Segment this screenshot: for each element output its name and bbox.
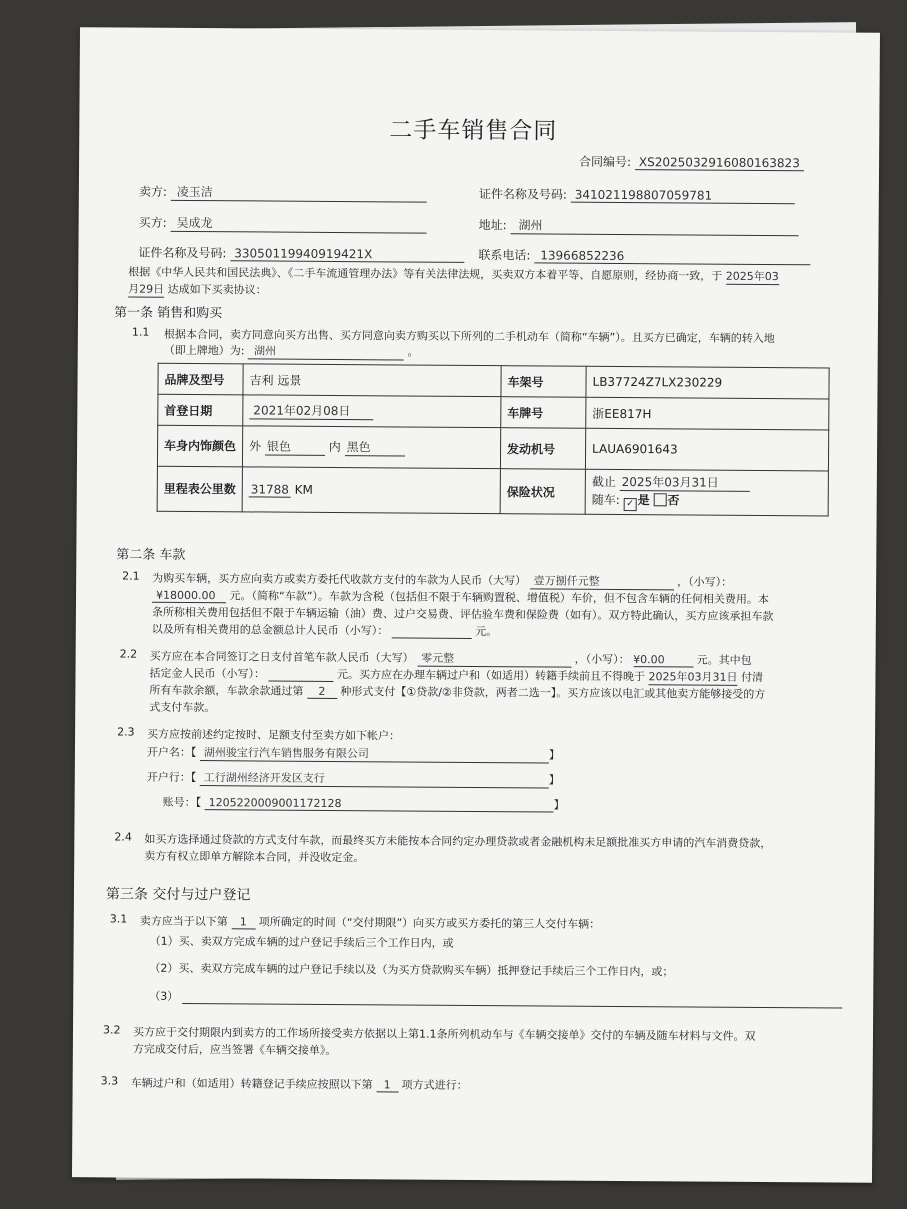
brand-value: 吉利 远景 (243, 364, 501, 397)
phone-row: 联系电话: 13966852236 (478, 246, 810, 265)
intro-date-part1: 2025年03 (725, 269, 779, 284)
phone-value: 13966852236 (534, 248, 810, 265)
mileage-label: 里程表公里数 (157, 466, 242, 512)
clause-2-1-line2: ¥18000.00 元。（简称“车款”）。车款为含税（包括但不限于车辆购置税、增值税）车价，但不包含车辆的任何相关费用。本 (152, 587, 769, 607)
contract-page (72, 27, 880, 1183)
clause-3-3-num: 3.3 (100, 1074, 119, 1088)
bank-row: 开户行：【 工行湖州经济开发区支行 】 (146, 770, 560, 787)
seller-id-row: 证件名称及号码: 341021198807059781 (479, 185, 795, 204)
delivery-option-2: （2）买、卖双方完成车辆的过户登记手续以及（为买方贷款购买车辆）抵押登记手续后三个工作日内，或； (149, 961, 674, 979)
vin-label: 车架号 (501, 366, 586, 398)
address-row: 地址: 湖州 (479, 216, 799, 236)
follow-no-checkbox[interactable] (653, 493, 666, 506)
clause-1-1-text: 根据本合同，卖方同意向买方出售、买方同意向卖方购买以下所列的二手机动车（简称“车辆”）。且买方已确定，车辆的转入地 (163, 327, 775, 346)
clause-2-3-num: 2.3 (117, 725, 135, 739)
clause-1-1-line2: （即上牌地）为: 湖州 。 (163, 343, 419, 359)
vehicle-info-table (157, 363, 830, 517)
clause-2-2-line1: 买方应在本合同签订之日支付首笔车款人民币（大写） 零元整 ，（小写）： ¥0.00 元。其中包 (149, 649, 752, 667)
article-3-heading: 第三条 交付与过户登记 (105, 886, 251, 904)
clause-2-4-line1: 如买方选择通过贷款的方式支付车款，而最终买方未能按本合同约定办理贷款或者金融机构未足额批准买方申请的汽车消费贷款， (144, 832, 772, 851)
buyer-id-number: 33050119940919421X (230, 246, 464, 263)
article-2-heading: 第二条 车款 (116, 547, 186, 563)
intro-date-part2: 月29日 (128, 282, 165, 296)
buyer-id-row: 证件名称及号码: 33050119940919421X (138, 244, 464, 263)
address-value: 湖州 (510, 216, 798, 236)
delivery-option-3: （3） (149, 988, 842, 1009)
account-number: 1205220009001172128 (205, 796, 554, 812)
clause-2-1-line3: 条所称相关费用包括但不限于车辆运输（油）费、过户交易费、评估验车费和保险费（如有）。双方特此确认，买方应该承担车款 (151, 605, 774, 624)
clause-1-1-num: 1.1 (131, 325, 150, 339)
delivery-option: 1 (231, 915, 255, 929)
clause-2-4-line2: 卖方有权立即单方解除本合同，并没收定金。 (144, 849, 365, 865)
price-amount: ¥18000.00 (152, 589, 226, 604)
payoff-date: 2025年03月31日 (648, 670, 738, 684)
clause-2-2-line3: 所有车款余额，车款余款通过第 2 种形式支付【①贷款/②非贷款，两者二选一】。买方应该以电汇或其他卖方能够接受的方 (149, 683, 766, 702)
clause-2-1-line1: 为购买车辆，买方应向卖方或卖方委托代收款方支付的车款为人民币（大写） 壹万捌仟元整 ，（小写）： (152, 571, 733, 589)
registration-place: 湖州 (248, 342, 404, 360)
clause-3-3-text: 车辆过户和（如适用）转籍登记手续应按照以下第 1 项方式进行： (130, 1076, 468, 1092)
intro-line-1: 根据《中华人民共和国民法典》、《二手车流通管理办法》等有关法律法规，买卖双方本着平等、自愿原则，经协商一致，于 2025年03 (128, 265, 779, 284)
deposit-blank (268, 668, 333, 682)
downpayment-amount: ¥0.00 (633, 653, 693, 667)
account-name-row: 开户名：【 湖州骏宝行汽车销售服务有限公司 】 (146, 745, 560, 762)
clause-3-1-text: 卖方应当于以下第 1 项所确定的时间（“交付期限”）向买方或买方委托的第三人交付车辆： (139, 914, 601, 931)
document-title: 二手车销售合同 (389, 117, 558, 145)
clause-2-2-line4: 式支付车款。 (149, 700, 216, 715)
contract-number: 合同编号: XS2025032916080163823 (579, 153, 804, 172)
vin-value: LB37724Z7LX230229 (586, 366, 829, 399)
clause-2-2-num: 2.2 (119, 647, 138, 661)
insurance-label: 保险状况 (500, 469, 585, 515)
clause-3-2-line1: 买方应于交付期限内到卖方的工作场所接受卖方依据以上第1.1条所列机动车与《车辆交接单》交付的车辆及随车材料与文件。双 (132, 1025, 756, 1043)
clause-3-1-num: 3.1 (109, 912, 128, 926)
contract-number-value: XS2025032916080163823 (635, 155, 804, 171)
delivery-option-1: （1）买、卖双方完成车辆的过户登记手续后三个工作日内，或 (149, 934, 454, 950)
plate-value: 浙EE817H (586, 397, 829, 430)
clause-2-3-text: 买方应按前述约定按时、足额支付至卖方如下帐户： (147, 727, 401, 743)
reg-date-value: 2021年02月08日 (243, 395, 501, 428)
brand-label: 品牌及型号 (158, 363, 243, 395)
clause-2-1-num: 2.1 (122, 569, 140, 583)
account-number-row: 账号：【 1205220009001172128 】 (162, 795, 565, 812)
buyer-row: 买方: 吴成龙 (139, 214, 427, 234)
bank-name: 工行湖州经济开发区支行 (200, 769, 549, 788)
reg-date-label: 首登日期 (158, 394, 243, 426)
price-upper: 壹万捌仟元整 (530, 572, 674, 590)
clause-2-4-num: 2.4 (114, 830, 132, 844)
delivery-option-3-blank (182, 990, 842, 1009)
plate-label: 车牌号 (501, 397, 586, 429)
article-1-heading: 第一条 销售和购买 (113, 305, 223, 322)
clause-2-2-line2: 括定金人民币（小写）： 元。买方应在办理车辆过户和（如适用）转籍手续前且不得晚于 2025年03月31日 付清 (149, 666, 764, 684)
clause-2-1-line4: 以及所有相关费用的总金额总计人民币（小写）： 元。 (151, 622, 498, 639)
seller-row: 卖方: 凌玉洁 (139, 183, 427, 203)
account-name: 湖州骏宝行汽车销售服务有限公司 (200, 744, 549, 763)
buyer-name: 吴成龙 (170, 214, 426, 234)
follow-yes-checkbox[interactable]: ✓ (624, 498, 637, 511)
payment-option: 2 (307, 685, 337, 699)
engine-label: 发动机号 (500, 428, 585, 470)
total-amount-blank (392, 624, 472, 639)
insurance-value: 截止 2025年03月31日 随车: ✓ 是 否 (585, 469, 828, 516)
mileage-value: 31788 KM (242, 467, 500, 514)
intro-line-2: 月29日 达成如下买卖协议： (128, 282, 267, 297)
downpayment-upper: 零元整 (417, 650, 571, 668)
color-label: 车身内饰颜色 (157, 425, 242, 467)
color-value: 外 银色 内 黑色 (242, 426, 500, 469)
seller-name: 凌玉洁 (171, 183, 427, 203)
interior-color: 黑色 (345, 438, 405, 456)
seller-id-number: 341021198807059781 (571, 188, 795, 205)
clause-3-2-line2: 方完成交付后，应当签署《车辆交接单》。 (132, 1042, 337, 1058)
engine-value: LAUA6901643 (585, 428, 828, 471)
exterior-color: 银色 (265, 438, 325, 456)
transfer-option: 1 (376, 1078, 398, 1092)
clause-3-2-num: 3.2 (102, 1023, 121, 1037)
